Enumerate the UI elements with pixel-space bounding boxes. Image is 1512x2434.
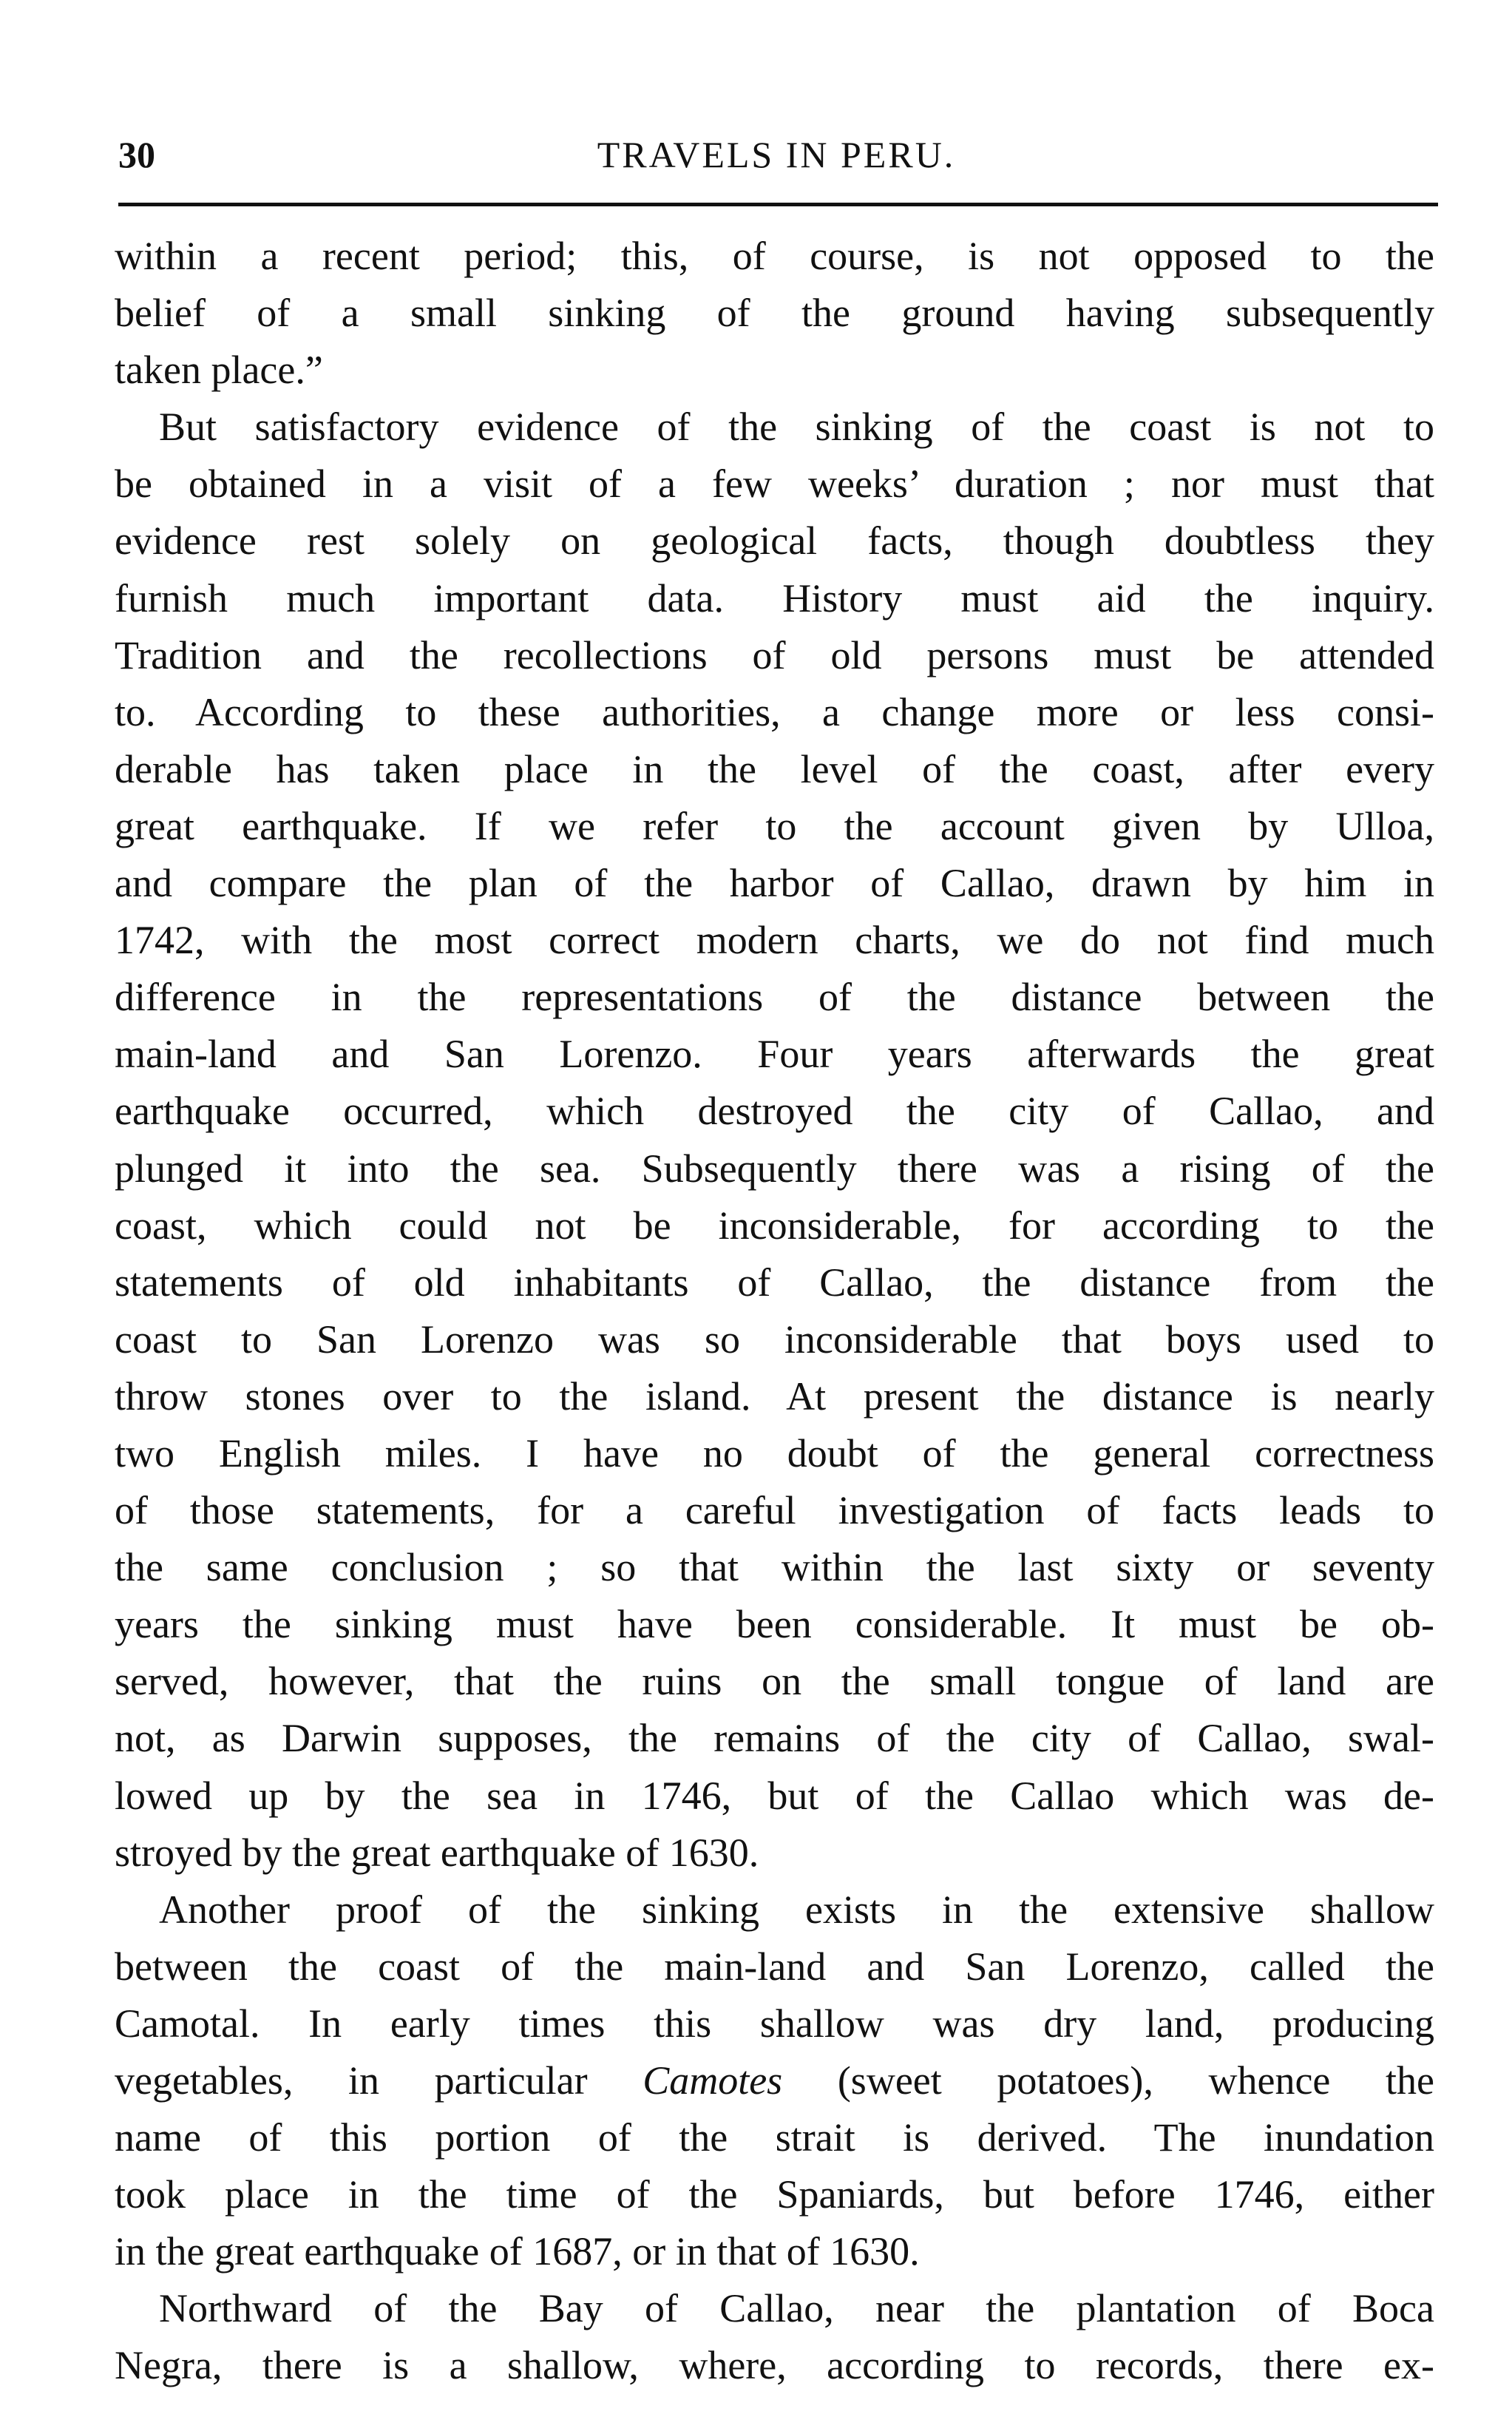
text-line: name of this portion of the strait is derived. The inundation <box>115 2115 1434 2160</box>
text-line: took place in the time of the Spaniards, but before 1746, either <box>115 2172 1434 2217</box>
running-title: TRAVELS IN PERU. <box>597 134 956 175</box>
page-number: 30 <box>118 134 155 175</box>
body-text <box>115 228 1434 2395</box>
text-line: belief of a small sinking of the ground having subsequently <box>115 291 1434 336</box>
text-line: Tradition and the recollections of old persons must be attended <box>115 632 1434 677</box>
text-line: to. According to these authorities, a change more or less consi- <box>115 689 1434 734</box>
text-line: plunged it into the sea. Subsequently there was a rising of the <box>115 1146 1434 1191</box>
text-line: served, however, that the ruins on the small tongue of land are <box>115 1659 1434 1704</box>
text-line: vegetables, in particular Camotes (sweet potatoes), whence the <box>115 2058 1434 2103</box>
text-line: lowed up by the sea in 1746, but of the Callao which was de- <box>115 1773 1434 1818</box>
text-line: evidence rest solely on geological facts, though doubtless they <box>115 518 1434 564</box>
text-line: in the great earthquake of 1687, or in that of 1630. <box>115 2229 920 2274</box>
text-line: 1742, with the most correct modern charts, we do not find much <box>115 918 1434 963</box>
text-line: statements of old inhabitants of Callao, the distance from the <box>115 1260 1434 1305</box>
running-header <box>118 133 1434 185</box>
text-line: years the sinking must have been considerable. It must be ob- <box>115 1602 1434 1647</box>
text-line: two English miles. I have no doubt of the general correctness <box>115 1430 1434 1475</box>
text-line: be obtained in a visit of a few weeks’ duration ; nor must that <box>115 462 1434 507</box>
text-line: and compare the plan of the harbor of Callao, drawn by him in <box>115 861 1434 906</box>
text-line: not, as Darwin supposes, the remains of the city of Callao, swal- <box>115 1716 1434 1761</box>
italic-term: Camotes <box>643 2058 783 2103</box>
text-line: throw stones over to the island. At present the distance is nearly <box>115 1373 1434 1419</box>
text-line: But satisfactory evidence of the sinking of the coast is not to <box>159 405 1434 450</box>
text-line: stroyed by the great earthquake of 1630. <box>115 1830 759 1875</box>
text-line: the same conclusion ; so that within the last sixty or seventy <box>115 1545 1434 1590</box>
text-line: taken place.” <box>115 348 323 393</box>
text-line: of those statements, for a careful investigation of facts leads to <box>115 1488 1434 1533</box>
text-line: coast, which could not be inconsiderable, for according to the <box>115 1203 1434 1248</box>
text-line: difference in the representations of the distance between the <box>115 975 1434 1020</box>
text-line: between the coast of the main-land and San Lorenzo, called the <box>115 1944 1434 1989</box>
text-line: furnish much important data. History must aid the inquiry. <box>115 575 1434 621</box>
text-line: earthquake occurred, which destroyed the city of Callao, and <box>115 1089 1434 1134</box>
text-line: coast to San Lorenzo was so inconsiderable that boys used to <box>115 1316 1434 1362</box>
text-line: Camotal. In early times this shallow was dry land, producing <box>115 2001 1434 2046</box>
text-line: Negra, there is a shallow, where, according to records, there ex- <box>115 2343 1434 2388</box>
text-line: Northward of the Bay of Callao, near the plantation of Boca <box>159 2286 1434 2331</box>
text-line: Another proof of the sinking exists in the extensive shallow <box>159 1887 1434 1932</box>
text-line: great earthquake. If we refer to the account given by Ulloa, <box>115 803 1434 848</box>
text-line: within a recent period; this, of course, is not opposed to the <box>115 234 1434 278</box>
text-line: derable has taken place in the level of the coast, after every <box>115 746 1434 791</box>
text-line: main-land and San Lorenzo. Four years afterwards the great <box>115 1032 1434 1077</box>
header-rule <box>118 203 1438 206</box>
